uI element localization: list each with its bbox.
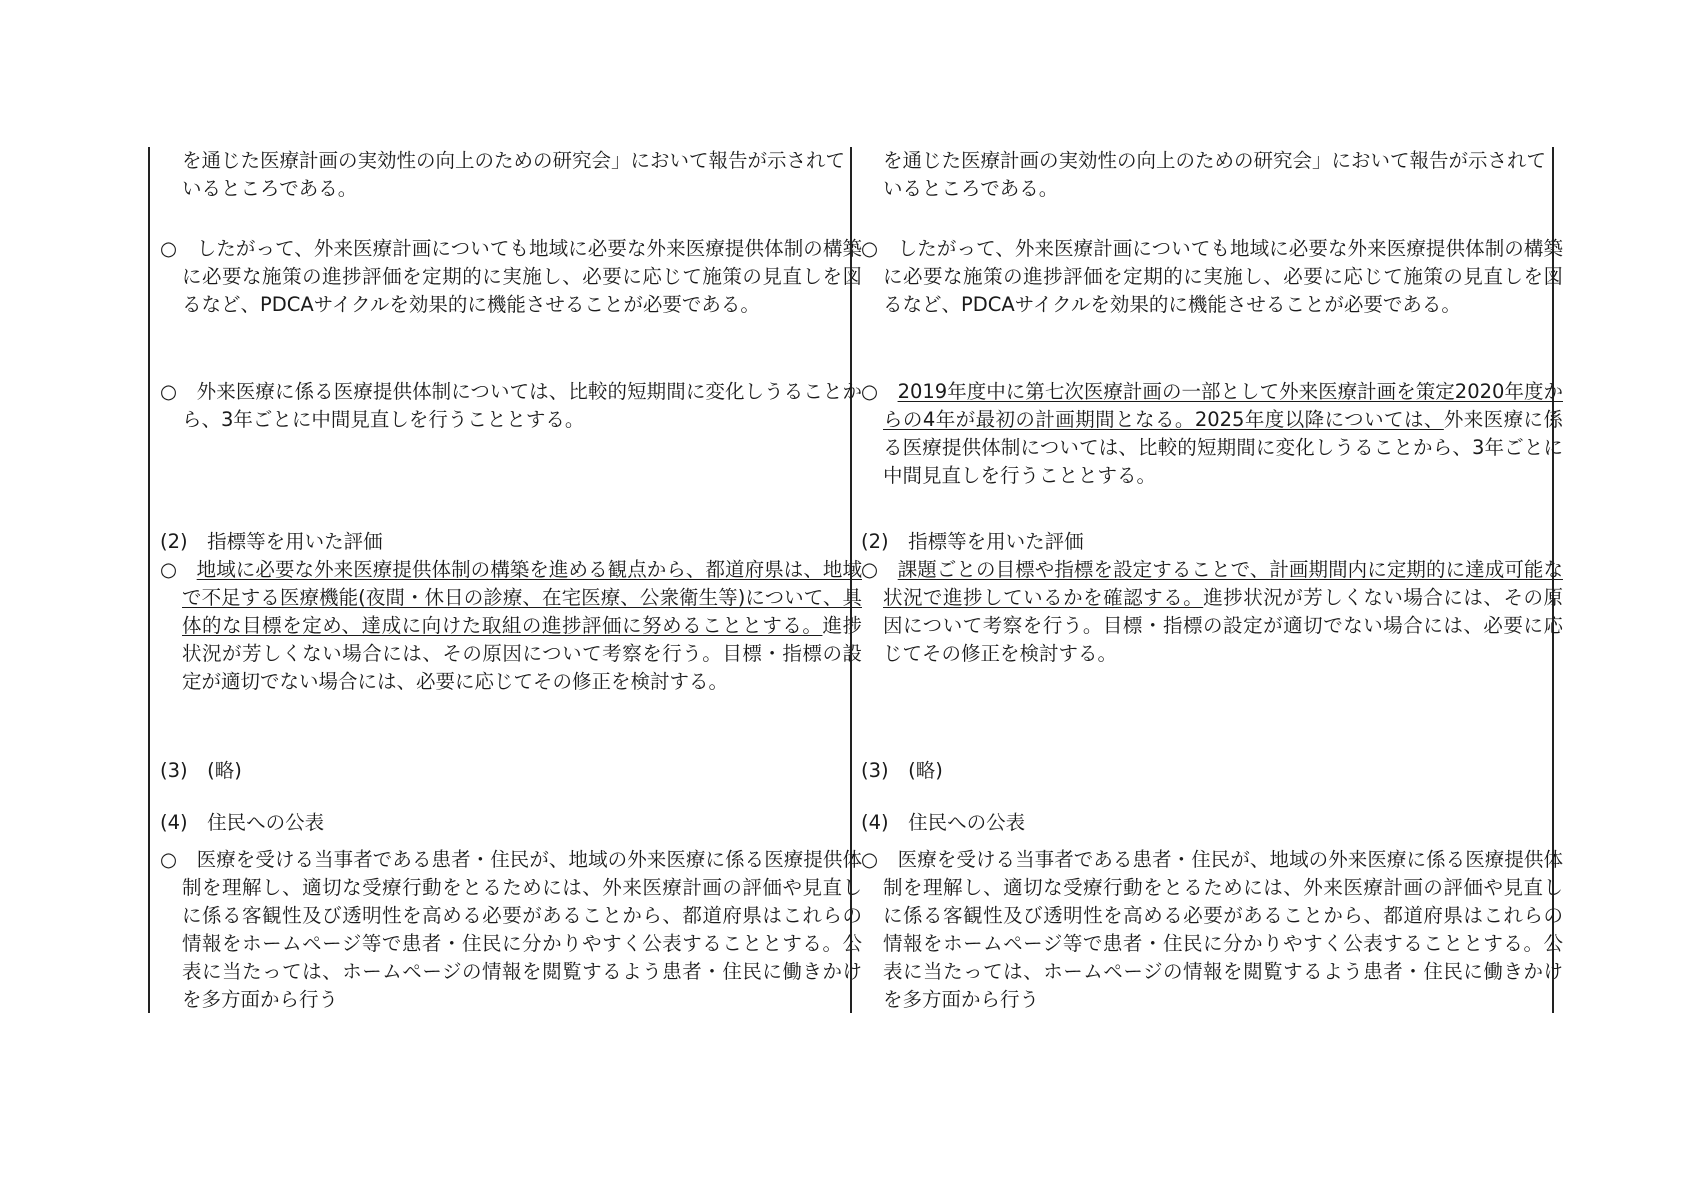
right-heading-3: (3) (略): [861, 759, 943, 782]
right-heading-2: (2) 指標等を用いた評価: [861, 530, 1084, 553]
left-column: [160, 147, 862, 1013]
right-paragraph-indicators: [861, 556, 1563, 668]
right-underlined-text: 課題ごとの目標や指標を設定することで、計画期間内に定期的に達成可能な状況で進捗しているかを確認する。: [883, 558, 1563, 609]
left-paragraph-pdca: ○ したがって、外来医療計画についても地域に必要な外来医療提供体制の構築に必要な施策の進捗評価を定期的に実施し、必要に応じて施策の見直しを図るなど、PDCAサイクルを効果的に機能させることが必要である。: [160, 237, 862, 316]
right-underlined-plan-text: 2019年度中に第七次医療計画の一部として外来医療計画を策定2020年度からの4年が最初の計画期間となる。2025年度以降については、: [883, 380, 1563, 431]
left-heading-2: (2) 指標等を用いた評価: [160, 530, 383, 553]
right-indicators-rest: 進捗状況が芳しくない場合には、その原因について考察を行う。目標・指標の設定が適切でない場合には、必要に応じてその修正を検討する。: [883, 586, 1563, 665]
right-column: [861, 147, 1563, 1013]
left-underlined-text: 地域に必要な外来医療提供体制の構築を進める観点から、都道府県は、地域で不足する医療機能(夜間・休日の診療、在宅医療、公衆衛生等)について、具体的な目標を定め、達成に向けた取組の進捗評価に努めることとする。: [182, 558, 862, 637]
right-paragraph-pdca: ○ したがって、外来医療計画についても地域に必要な外来医療提供体制の構築に必要な施策の進捗評価を定期的に実施し、必要に応じて施策の見直しを図るなど、PDCAサイクルを効果的に機能させることが必要である。: [861, 237, 1563, 316]
right-bullet: ○: [861, 380, 898, 403]
left-bullet: ○: [160, 558, 197, 581]
right-paragraph-review: [861, 378, 1563, 490]
left-paragraph-publication: ○ 医療を受ける当事者である患者・住民が、地域の外来医療に係る医療提供体制を理解し、適切な受療行動をとるためには、外来医療計画の評価や見直しに係る客観性及び透明性を高める必要があることから、都道府県はこれらの情報をホームページ等で患者・住民に分かりやすく公表することとする。公表に当たっては、ホームページの情報を閲覧するよう患者・住民に働きかけを多方面から行う: [160, 848, 862, 1011]
right-continued-text: を通じた医療計画の実効性の向上のための研究会」において報告が示されているところである。: [883, 149, 1547, 200]
left-paragraph-review: ○ 外来医療に係る医療提供体制については、比較的短期間に変化しうることから、3年ごとに中間見直しを行うこととする。: [160, 380, 862, 431]
left-paragraph-indicators: [160, 556, 862, 696]
left-heading-4: (4) 住民への公表: [160, 811, 325, 834]
left-continued-text: を通じた医療計画の実効性の向上のための研究会」において報告が示されているところである。: [182, 149, 846, 200]
right-heading-4: (4) 住民への公表: [861, 811, 1026, 834]
left-heading-3: (3) (略): [160, 759, 242, 782]
right-paragraph-publication: ○ 医療を受ける当事者である患者・住民が、地域の外来医療に係る医療提供体制を理解し、適切な受療行動をとるためには、外来医療計画の評価や見直しに係る客観性及び透明性を高める必要があることから、都道府県はこれらの情報をホームページ等で患者・住民に分かりやすく公表することとする。公表に当たっては、ホームページの情報を閲覧するよう患者・住民に働きかけを多方面から行う: [861, 848, 1563, 1011]
right-bullet-2: ○: [861, 558, 898, 581]
left-indicators-rest: 進捗状況が芳しくない場合には、その原因について考察を行う。目標・指標の設定が適切でない場合には、必要に応じてその修正を検討する。: [182, 614, 862, 693]
table-border-left: [148, 147, 150, 1013]
right-review-rest: 外来医療に係る医療提供体制については、比較的短期間に変化しうることから、3年ごとに中間見直しを行うこととする。: [883, 408, 1563, 487]
